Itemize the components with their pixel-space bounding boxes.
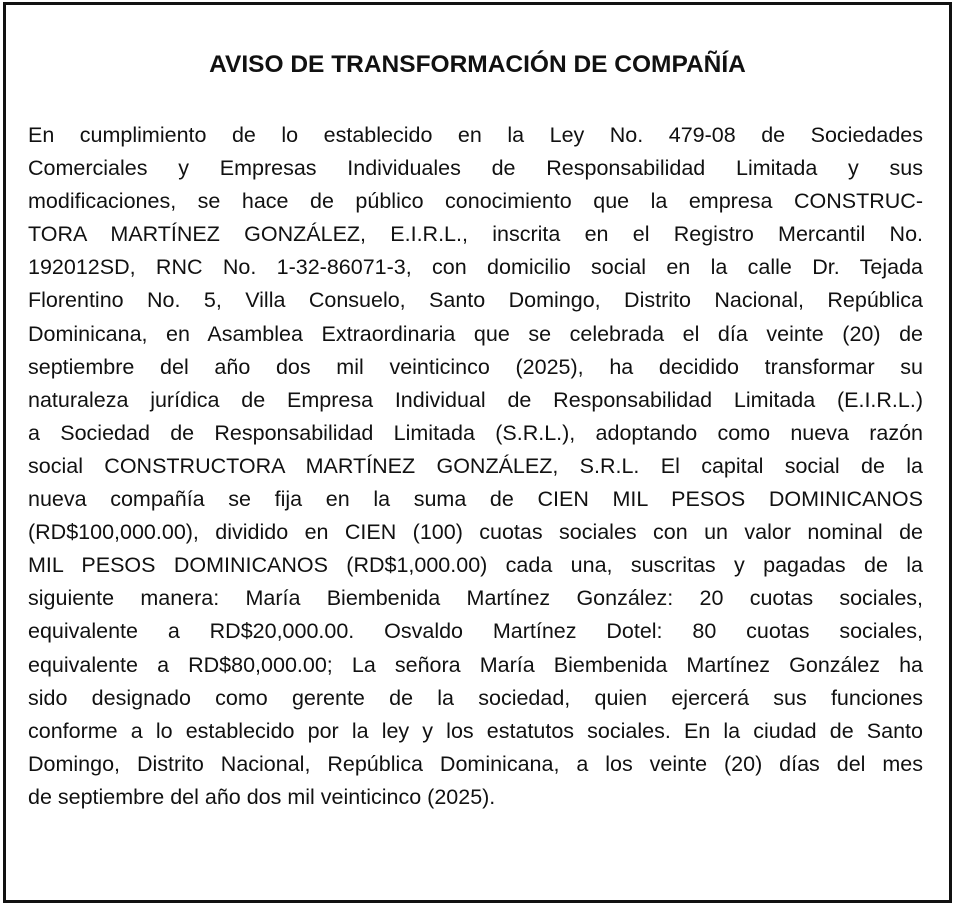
notice-body-line: sido designado como gerente de la sociedad, quien ejercerá sus funciones xyxy=(28,685,923,710)
notice-body-line: Dominicana, en Asamblea Extraordinaria que se celebrada el día veinte (20) de xyxy=(28,321,923,346)
notice-body-line: de septiembre del año dos mil veinticinco (2025). xyxy=(28,784,496,809)
notice-body-line: conforme a lo establecido por la ley y los estatutos sociales. En la ciudad de Santo xyxy=(28,718,923,743)
notice-body-line: TORA MARTÍNEZ GONZÁLEZ, E.I.R.L., inscrita en el Registro Mercantil No. xyxy=(28,222,923,247)
notice-body-line: (RD$100,000.00), dividido en CIEN (100) cuotas sociales con un valor nominal de xyxy=(28,520,923,545)
notice-body-line: Comerciales y Empresas Individuales de Responsabilidad Limitada y sus xyxy=(28,156,923,181)
notice-body-line: MIL PESOS DOMINICANOS (RD$1,000.00) cada una, suscritas y pagadas de la xyxy=(28,553,923,578)
notice-body-line: Florentino No. 5, Villa Consuelo, Santo Domingo, Distrito Nacional, República xyxy=(28,288,923,313)
notice-frame xyxy=(3,2,952,903)
notice-body-line: 192012SD, RNC No. 1-32-86071-3, con domicilio social en la calle Dr. Tejada xyxy=(28,255,923,280)
notice-body-line: septiembre del año dos mil veinticinco (2025), ha decidido transformar su xyxy=(28,354,923,379)
notice-body xyxy=(28,119,923,814)
notice-body-line: nueva compañía se fija en la suma de CIEN MIL PESOS DOMINICANOS xyxy=(28,487,923,512)
notice-body-line: naturaleza jurídica de Empresa Individual de Responsabilidad Limitada (E.I.R.L.) xyxy=(28,387,923,412)
notice-body-line: social CONSTRUCTORA MARTÍNEZ GONZÁLEZ, S.R.L. El capital social de la xyxy=(28,453,923,478)
notice-body-line: En cumplimiento de lo establecido en la Ley No. 479-08 de Sociedades xyxy=(28,123,923,147)
notice-body-line: modificaciones, se hace de público conocimiento que la empresa CONSTRUC- xyxy=(28,189,923,214)
notice-body-line: Domingo, Distrito Nacional, República Dominicana, a los veinte (20) días del mes xyxy=(28,751,923,776)
notice-body-line: equivalente a RD$20,000.00. Osvaldo Martínez Dotel: 80 cuotas sociales, xyxy=(28,619,923,644)
notice-body-line: siguiente manera: María Biembenida Martínez González: 20 cuotas sociales, xyxy=(28,586,923,611)
notice-title: AVISO DE TRANSFORMACIÓN DE COMPAÑÍA xyxy=(209,51,746,78)
notice-body-line: equivalente a RD$80,000.00; La señora María Biembenida Martínez González ha xyxy=(28,652,923,677)
notice-body-line: a Sociedad de Responsabilidad Limitada (S.R.L.), adoptando como nueva razón xyxy=(28,420,923,445)
